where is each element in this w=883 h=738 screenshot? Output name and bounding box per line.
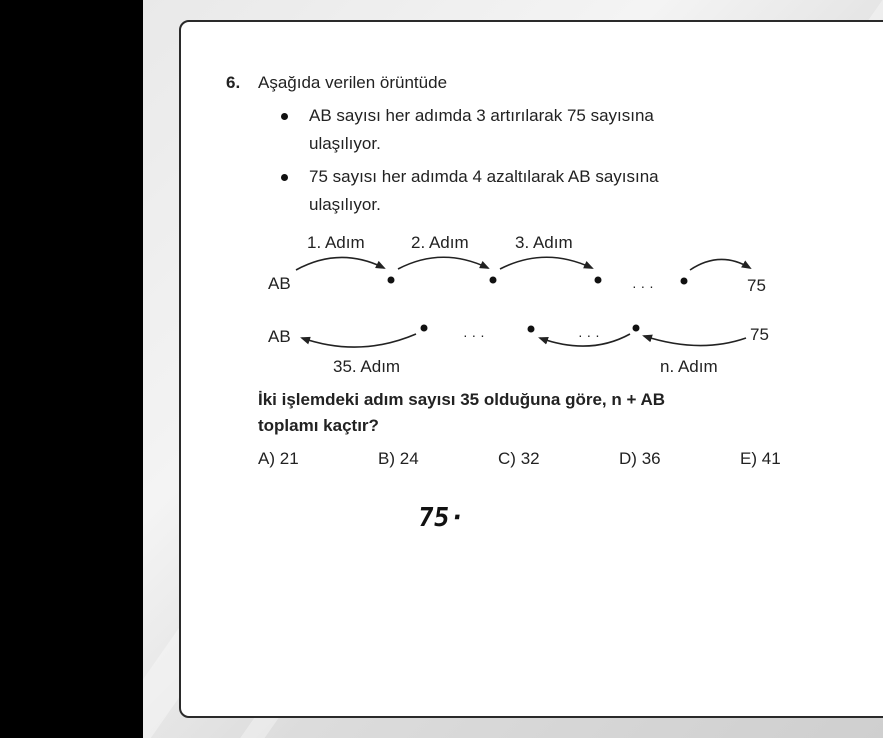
bullet-2-line-1: 75 sayısı her adımda 4 azaltılarak AB sayısına: [309, 167, 659, 186]
bottom-start-label: 75: [750, 325, 769, 344]
top-step-label-3: 3. Adım: [515, 233, 573, 252]
option-b-value: 24: [399, 449, 419, 468]
bottom-step-label-35: 35. Adım: [333, 357, 401, 376]
option-c-letter: C): [498, 449, 516, 468]
question-intro: Aşağıda verilen örüntüde: [258, 73, 448, 92]
bottom-end-label: AB: [268, 327, 291, 346]
option-d[interactable]: [619, 449, 661, 469]
option-c[interactable]: [498, 449, 540, 469]
bottom-ellipsis-2: · · ·: [578, 327, 600, 343]
option-d-letter: D): [619, 449, 637, 468]
top-ellipsis: · · ·: [632, 278, 654, 294]
prompt-line-2: toplamı kaçtır?: [258, 416, 379, 435]
option-a-letter: A): [258, 449, 275, 468]
bottom-ellipsis-1: · · ·: [463, 327, 485, 343]
option-b-letter: B): [378, 449, 395, 468]
bullet-2: [281, 174, 288, 181]
option-b[interactable]: [378, 449, 419, 469]
top-step-label-2: 2. Adım: [411, 233, 469, 252]
question-number: 6.: [226, 73, 241, 92]
bullet-1-line-1: AB sayısı her adımda 3 artırılarak 75 sayısına: [309, 106, 654, 125]
top-step-label-1: 1. Adım: [307, 233, 365, 252]
option-e-letter: E): [740, 449, 757, 468]
handwritten-note: 75·: [415, 503, 468, 533]
bullet-2-line-2: ulaşılıyor.: [309, 195, 381, 214]
option-e[interactable]: [740, 449, 781, 469]
prompt-line-1: İki işlemdeki adım sayısı 35 olduğuna göre, n + AB: [258, 390, 666, 409]
option-d-value: 36: [641, 449, 661, 468]
bullet-1: [281, 113, 288, 120]
option-e-value: 41: [761, 449, 781, 468]
option-a-value: 21: [279, 449, 299, 468]
top-start-label: AB: [268, 274, 291, 293]
bullet-1-line-2: ulaşılıyor.: [309, 134, 381, 153]
option-c-value: 32: [520, 449, 540, 468]
top-end-label: 75: [747, 276, 766, 295]
option-a[interactable]: [258, 449, 299, 469]
bottom-step-label-n: n. Adım: [660, 357, 718, 376]
